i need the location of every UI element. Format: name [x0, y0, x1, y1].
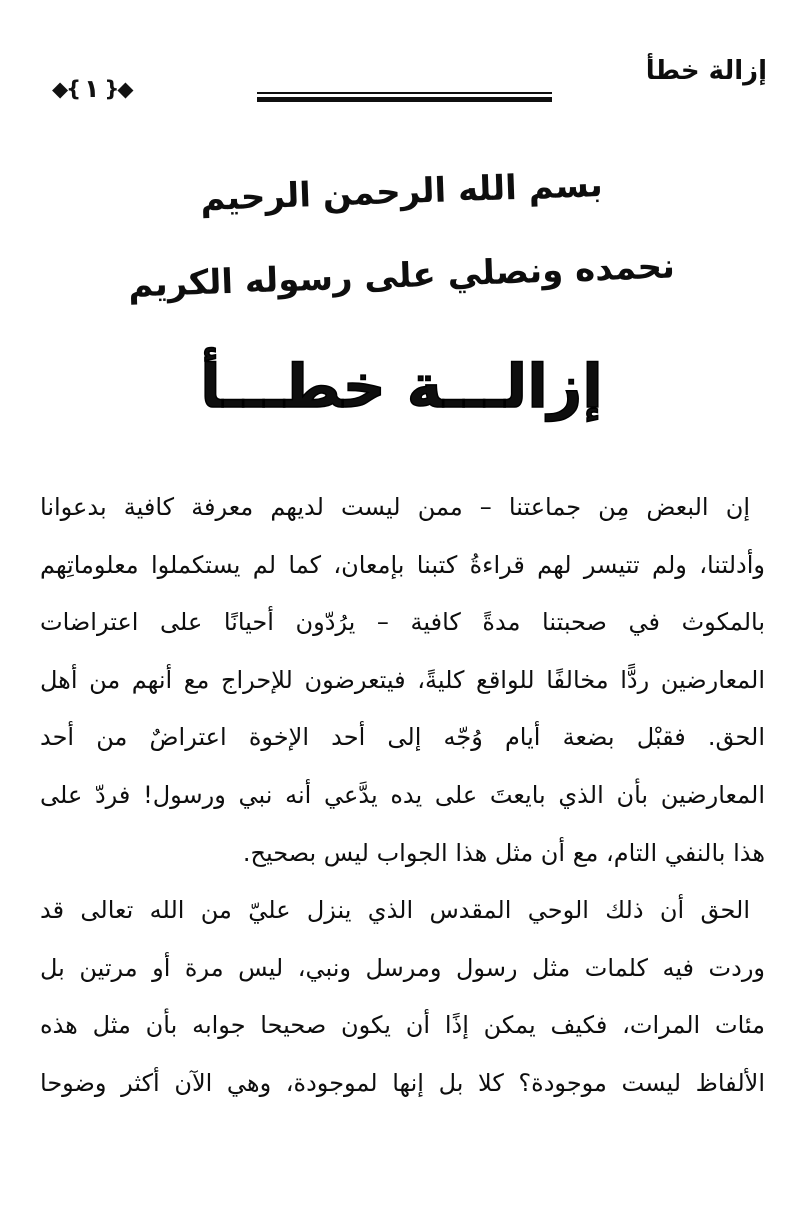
body-line: الألفاظ ليست موجودة؟ كلا بل إنها لموجودة، وهي الآن أكثر وضوحا: [40, 1068, 765, 1097]
decorative-double-rule: [257, 92, 552, 102]
ornament-right-icon: }◆: [104, 76, 132, 101]
rule-thick-line: [257, 97, 552, 102]
running-head-title: إزالة خطأ: [645, 56, 767, 86]
blessing-calligraphy: نحمده ونصلي على رسوله الكريم: [127, 246, 676, 306]
body-line: بالمكوث في صحبتنا مدةً كافية – يرُدّون أحيانًا على اعتراضات: [40, 608, 765, 637]
body-line: مئات المرات، فكيف يمكن إذًا أن يكون صحيحا جوابه بأن مثل هذه: [40, 1011, 765, 1040]
body-line: وردت فيه كلمات مثل رسول ومرسل ونبي، ليس مرة أو مرتين بل: [40, 953, 765, 982]
body-text: [40, 479, 765, 1113]
page-number: ١: [84, 74, 100, 103]
ornament-left-icon: ◆{: [52, 76, 80, 101]
body-line: وأدلتنا، ولم تتيسر لهم قراءةُ كتبنا بإمعان، كما لم يستكملوا معلوماتِهم: [40, 550, 765, 579]
body-line: المعارضين بأن الذي بايعتَ على يده يدَّعي أنه نبي ورسول! فردّ على: [40, 780, 765, 809]
rule-thin-line: [257, 92, 552, 94]
body-line: إن البعض مِن جماعتنا – ممن ليست لديهم معرفة كافية بدعوانا: [40, 493, 750, 521]
basmala-calligraphy: بسم الله الرحمن الرحيم: [199, 164, 604, 220]
body-line: الحق أن ذلك الوحي المقدس الذي ينزل عليّ من الله تعالى قد: [40, 896, 750, 925]
main-title: إزالـــة خطـــأ: [200, 352, 603, 422]
body-line: المعارضين ردًّا مخالفًا للواقع كليةً، فيتعرضون للإحراج مع أنهم من أهل: [40, 665, 765, 694]
body-line: الحق. فقبْل بضعة أيام وُجّه إلى أحد الإخوة اعتراضٌ من أحد: [40, 723, 765, 752]
body-line: هذا بالنفي التام، مع أن مثل هذا الجواب ليس بصحيح.: [242, 838, 765, 867]
page-number-ornament: [52, 74, 131, 103]
